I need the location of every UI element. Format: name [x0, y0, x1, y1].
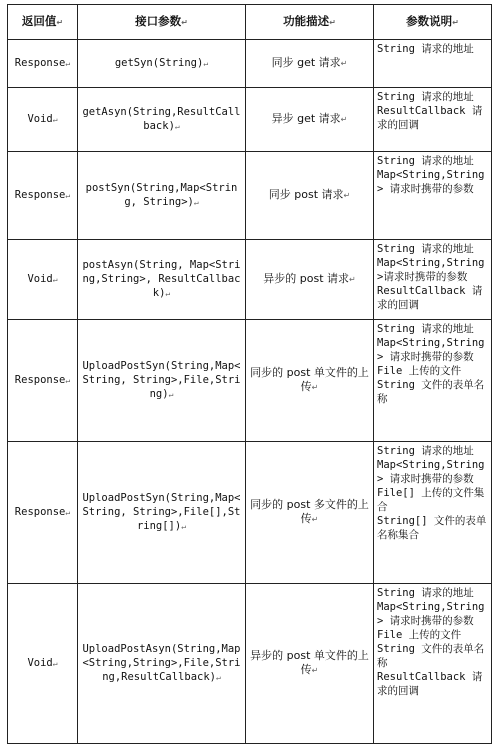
paragraph-mark-icon: ↵: [215, 673, 221, 682]
param-desc-line: File[] 上传的文件集合: [377, 487, 485, 513]
return-value-cell: [8, 584, 78, 744]
table-row: [8, 584, 492, 744]
return-value-text: Response: [14, 374, 66, 386]
return-value-cell: [8, 88, 78, 152]
param-desc-cell: [374, 442, 492, 584]
return-value-cell: [8, 442, 78, 584]
param-desc-line: String 请求的地址: [377, 243, 474, 255]
method-signature-text: postSyn(String,Map<String, String>): [85, 182, 238, 208]
return-value-text: Response: [14, 189, 66, 201]
paragraph-mark-icon: ↵: [168, 390, 174, 399]
param-desc-line: String 请求的地址: [377, 587, 474, 599]
method-signature-text: getSyn(String): [114, 57, 204, 69]
param-desc-line: String 请求的地址: [377, 323, 474, 335]
method-signature-cell: [78, 152, 246, 240]
return-value-text: Void: [27, 657, 53, 669]
paragraph-mark-icon: ↵: [311, 515, 319, 524]
header-interface-params: 接口参数↵: [78, 5, 246, 40]
header-param-desc: 参数说明↵: [374, 5, 492, 40]
paragraph-mark-icon: ↵: [65, 376, 71, 385]
paragraph-mark-icon: ↵: [203, 59, 209, 68]
function-desc-cell: [246, 442, 374, 584]
paragraph-mark-icon: ↵: [311, 666, 319, 675]
paragraph-mark-icon: ↵: [311, 383, 319, 392]
param-desc-line: String 文件的表单名称: [377, 643, 485, 669]
method-signature-cell: [78, 320, 246, 442]
method-signature-cell: [78, 240, 246, 320]
paragraph-mark-icon: ↵: [65, 508, 71, 517]
param-desc-line: String 请求的地址: [377, 445, 474, 457]
table-header-row: [8, 5, 492, 40]
method-signature-cell: [78, 442, 246, 584]
function-desc-cell: [246, 40, 374, 88]
method-signature-text: getAsyn(String,ResultCallback): [82, 106, 241, 132]
function-desc-cell: [246, 584, 374, 744]
table-row: [8, 240, 492, 320]
function-desc-text: 同步的 post 单文件的上传: [250, 366, 369, 393]
param-desc-line: ResultCallback 请求的回调: [377, 671, 483, 697]
header-function-desc: 功能描述↵: [246, 5, 374, 40]
paragraph-mark-icon: ↵: [165, 289, 171, 298]
paragraph-mark-icon: ↵: [65, 191, 71, 200]
param-desc-line: String 请求的地址: [377, 91, 474, 103]
return-value-text: Response: [14, 57, 66, 69]
return-value-cell: [8, 320, 78, 442]
param-desc-cell: [374, 152, 492, 240]
param-desc-line: Map<String,String> 请求时携带的参数: [377, 169, 485, 195]
function-desc-text: 异步的 post 请求: [263, 272, 350, 285]
method-signature-cell: [78, 40, 246, 88]
function-desc-cell: [246, 240, 374, 320]
function-desc-cell: [246, 152, 374, 240]
param-desc-line: Map<String,String> 请求时携带的参数: [377, 601, 485, 627]
param-desc-line: File 上传的文件: [377, 365, 462, 377]
param-desc-line: String 请求的地址: [377, 155, 474, 167]
paragraph-mark-icon: ↵: [343, 191, 351, 200]
function-desc-cell: [246, 88, 374, 152]
paragraph-mark-icon: ↵: [193, 198, 199, 207]
method-signature-cell: [78, 88, 246, 152]
paragraph-mark-icon: ↵: [52, 275, 58, 284]
param-desc-line: Map<String,String> 请求时携带的参数: [377, 459, 485, 485]
return-value-text: Void: [27, 273, 53, 285]
table-row: [8, 442, 492, 584]
function-desc-text: 异步的 post 单文件的上传: [250, 649, 369, 676]
table-row: [8, 40, 492, 88]
param-desc-line: String 文件的表单名称: [377, 379, 485, 405]
param-desc-line: String[] 文件的表单名称集合: [377, 515, 487, 541]
param-desc-cell: [374, 88, 492, 152]
method-signature-text: postAsyn(String, Map<String,String>, ResultCallback): [82, 259, 241, 299]
param-desc-line: Map<String,String> 请求时携带的参数: [377, 337, 485, 363]
function-desc-text: 同步 get 请求: [271, 56, 341, 69]
return-value-cell: [8, 240, 78, 320]
table-row: [8, 88, 492, 152]
function-desc-text: 异步 get 请求: [271, 112, 341, 125]
param-desc-line: ResultCallback 请求的回调: [377, 105, 483, 131]
function-desc-cell: [246, 320, 374, 442]
paragraph-mark-icon: ↵: [340, 59, 348, 68]
table-row: [8, 152, 492, 240]
param-desc-cell: [374, 240, 492, 320]
paragraph-mark-icon: ↵: [52, 659, 58, 668]
method-signature-text: UploadPostSyn(String,Map<String, String>,File[],String[]): [82, 492, 241, 532]
paragraph-mark-icon: ↵: [65, 59, 71, 68]
paragraph-mark-icon: ↵: [174, 122, 180, 131]
paragraph-mark-icon: ↵: [181, 522, 187, 531]
method-signature-cell: [78, 584, 246, 744]
return-value-cell: [8, 40, 78, 88]
return-value-text: Response: [14, 506, 66, 518]
table-body: [8, 40, 492, 744]
paragraph-mark-icon: ↵: [340, 115, 348, 124]
param-desc-line: Map<String,String>请求时携带的参数: [377, 257, 485, 283]
function-desc-text: 同步的 post 多文件的上传: [250, 498, 369, 525]
param-desc-cell: [374, 40, 492, 88]
param-desc-line: File 上传的文件: [377, 629, 462, 641]
paragraph-mark-icon: ↵: [349, 275, 356, 284]
param-desc-cell: [374, 320, 492, 442]
header-return-value: 返回值↵: [8, 5, 78, 40]
function-desc-text: 同步 post 请求: [268, 188, 344, 201]
param-desc-line: String 请求的地址: [377, 43, 474, 55]
method-signature-text: UploadPostSyn(String,Map<String, String>,File,String): [82, 360, 241, 400]
paragraph-mark-icon: ↵: [52, 115, 58, 124]
param-desc-cell: [374, 584, 492, 744]
api-table: [7, 4, 492, 744]
table-row: [8, 320, 492, 442]
return-value-cell: [8, 152, 78, 240]
return-value-text: Void: [27, 113, 53, 125]
method-signature-text: UploadPostAsyn(String,Map<String,String>,File,String,ResultCallback): [82, 643, 241, 683]
param-desc-line: ResultCallback 请求的回调: [377, 285, 483, 311]
